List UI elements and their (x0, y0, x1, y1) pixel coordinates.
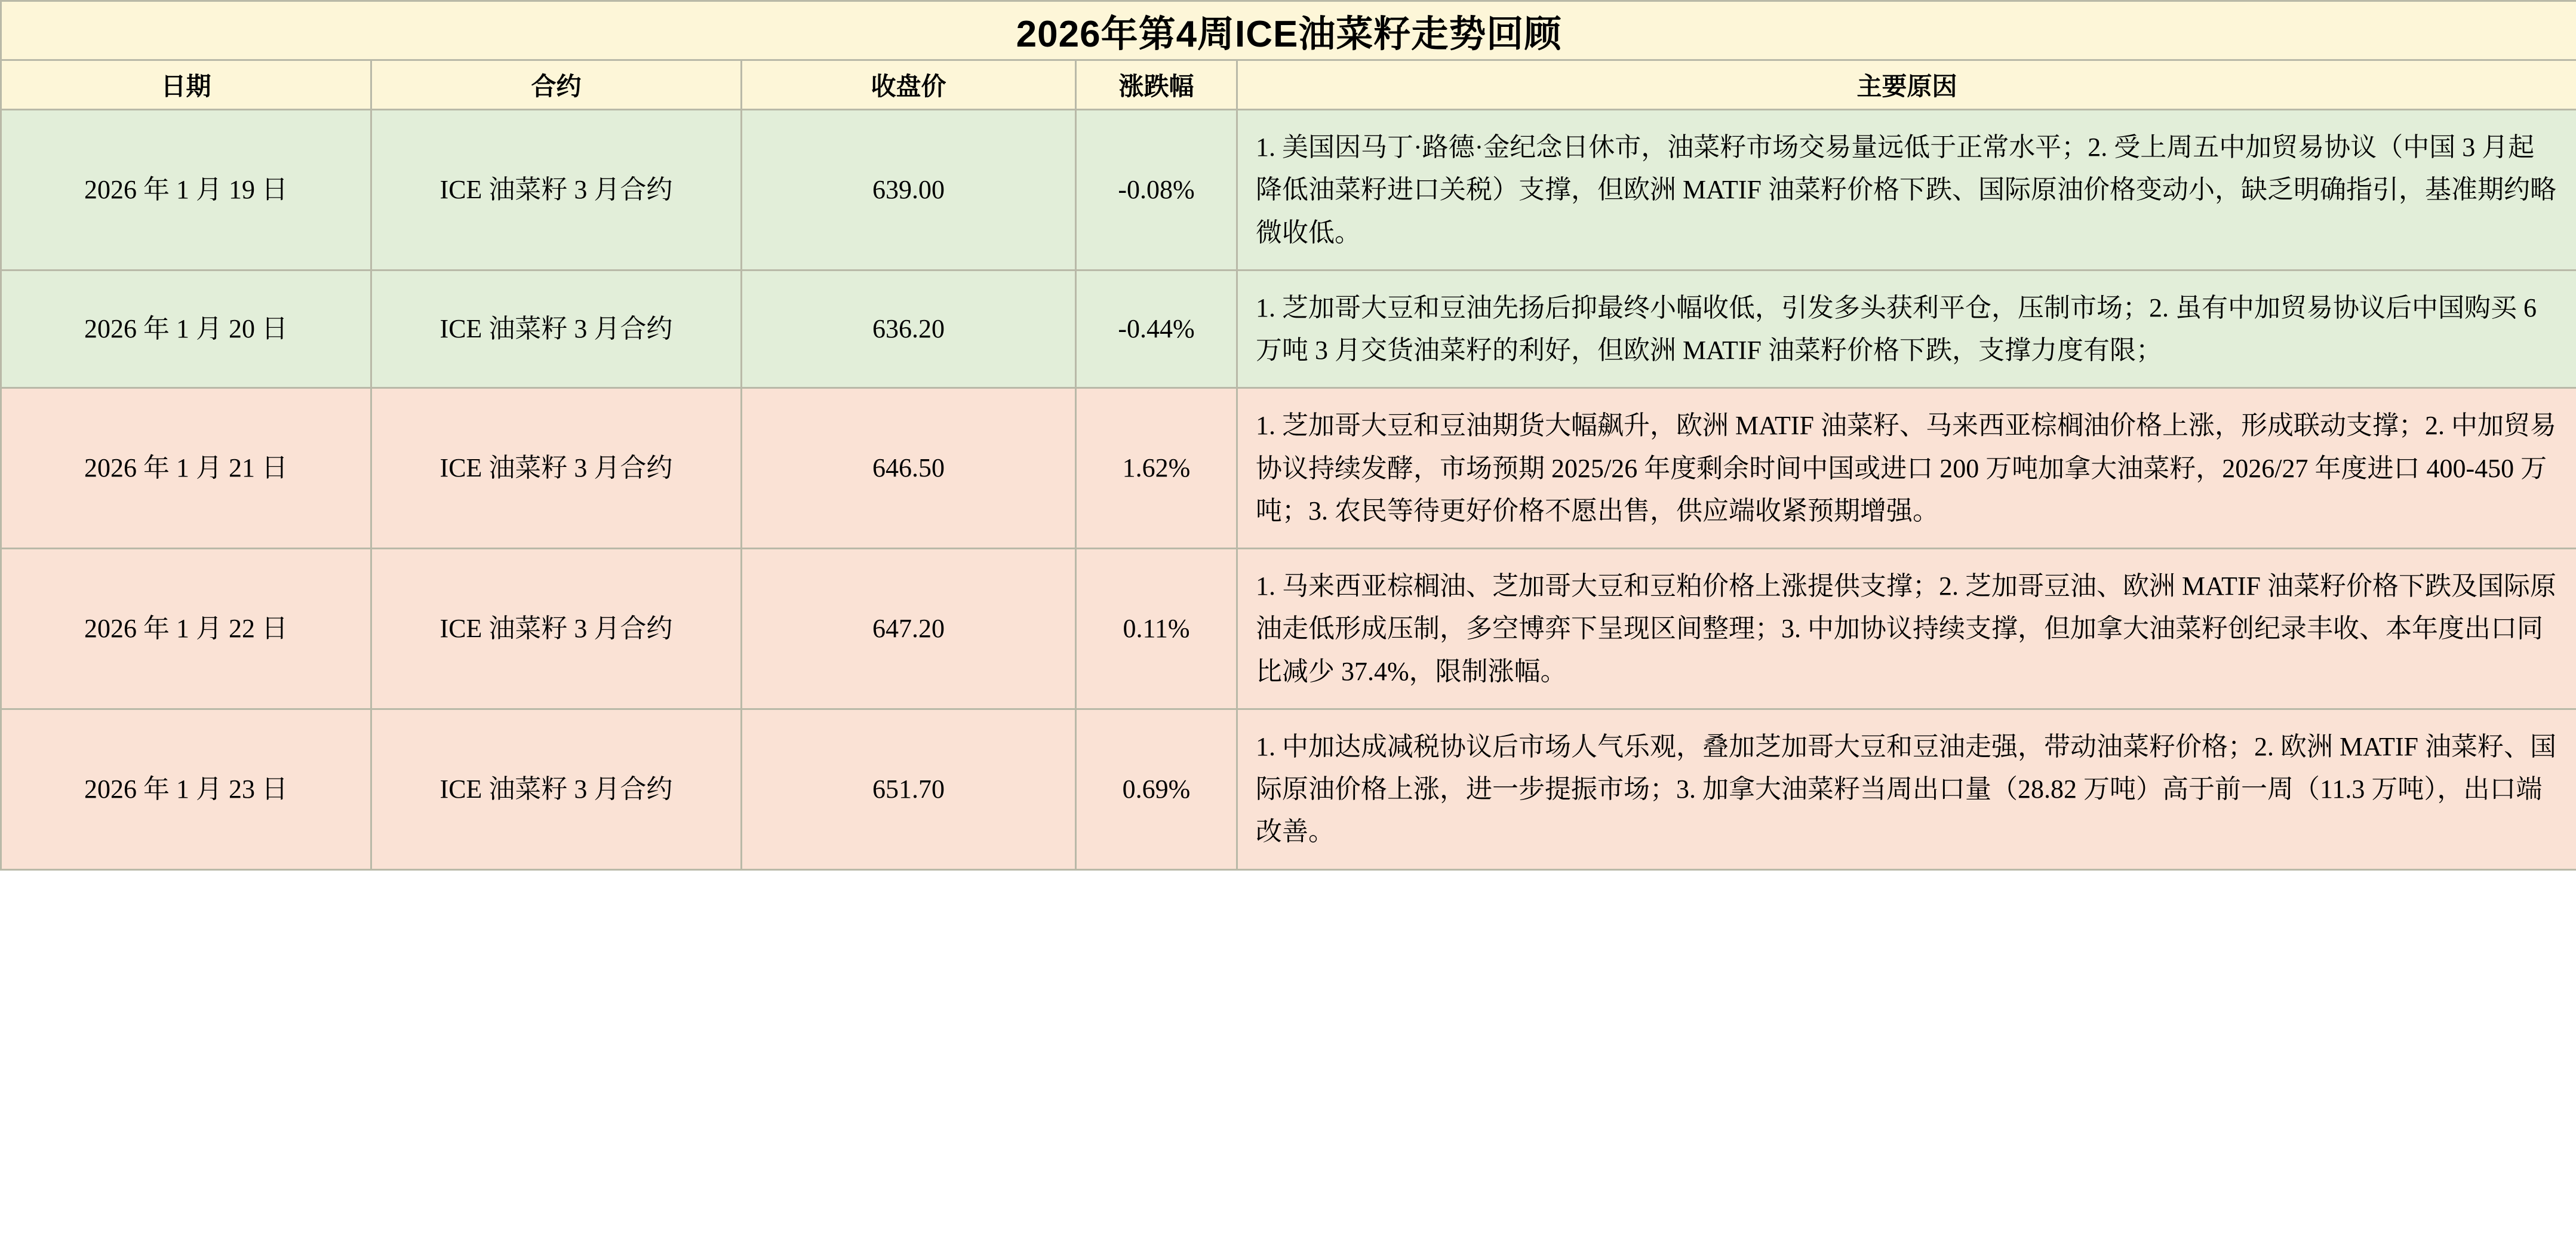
cell-main-reason: 1. 中加达成减税协议后市场人气乐观，叠加芝加哥大豆和豆油走强，带动油菜籽价格；2. 欧洲 MATIF 油菜籽、国际原油价格上涨，进一步提振市场；3. 加拿大油菜籽当周出口量（28.82 万吨）高于前一周（11.3 万吨），出口端改善。 (1237, 709, 2576, 869)
cell-main-reason: 1. 芝加哥大豆和豆油期货大幅飙升，欧洲 MATIF 油菜籽、马来西亚棕榈油价格上涨，形成联动支撑；2. 中加贸易协议持续发酵，市场预期 2025/26 年度剩余时间中国或进口 200 万吨加拿大油菜籽，2026/27 年度进口 400-450 万吨；3. 农民等待更好价格不愿出售，供应端收紧预期增强。 (1237, 388, 2576, 549)
cell-contract: ICE 油菜籽 3 月合约 (371, 270, 742, 388)
cell-contract: ICE 油菜籽 3 月合约 (371, 388, 742, 549)
column-header-reason: 主要原因 (1237, 60, 2576, 110)
cell-change-percent: -0.08% (1076, 110, 1237, 270)
header-row (1, 60, 2576, 110)
table-row (1, 709, 2576, 869)
cell-close-price: 651.70 (742, 709, 1076, 869)
column-header-close: 收盘价 (742, 60, 1076, 110)
cell-date: 2026 年 1 月 21 日 (1, 388, 371, 549)
cell-close-price: 636.20 (742, 270, 1076, 388)
cell-contract: ICE 油菜籽 3 月合约 (371, 709, 742, 869)
table-row (1, 110, 2576, 270)
cell-close-price: 646.50 (742, 388, 1076, 549)
cell-main-reason: 1. 美国因马丁·路德·金纪念日休市，油菜籽市场交易量远低于正常水平；2. 受上周五中加贸易协议（中国 3 月起降低油菜籽进口关税）支撑，但欧洲 MATIF 油菜籽价格下跌、国际原油价格变动小，缺乏明确指引，基准期约略微收低。 (1237, 110, 2576, 270)
cell-change-percent: 0.69% (1076, 709, 1237, 869)
table-row (1, 388, 2576, 549)
cell-contract: ICE 油菜籽 3 月合约 (371, 110, 742, 270)
title-row (1, 1, 2576, 60)
cell-main-reason: 1. 马来西亚棕榈油、芝加哥大豆和豆粕价格上涨提供支撑；2. 芝加哥豆油、欧洲 MATIF 油菜籽价格下跌及国际原油走低形成压制，多空博弈下呈现区间整理；3. 中加协议持续支撑，但加拿大油菜籽创纪录丰收、本年度出口同比减少 37.4%，限制涨幅。 (1237, 549, 2576, 709)
cell-close-price: 639.00 (742, 110, 1076, 270)
column-header-date: 日期 (1, 60, 371, 110)
cell-main-reason: 1. 芝加哥大豆和豆油先扬后抑最终小幅收低，引发多头获利平仓，压制市场；2. 虽有中加贸易协议后中国购买 6 万吨 3 月交货油菜籽的利好，但欧洲 MATIF 油菜籽价格下跌，支撑力度有限； (1237, 270, 2576, 388)
cell-date: 2026 年 1 月 23 日 (1, 709, 371, 869)
cell-date: 2026 年 1 月 22 日 (1, 549, 371, 709)
table-row (1, 549, 2576, 709)
page-title: 2026年第4周ICE油菜籽走势回顾 (1, 1, 2576, 60)
cell-date: 2026 年 1 月 20 日 (1, 270, 371, 388)
cell-change-percent: 0.11% (1076, 549, 1237, 709)
cell-close-price: 647.20 (742, 549, 1076, 709)
column-header-contract: 合约 (371, 60, 742, 110)
cell-date: 2026 年 1 月 19 日 (1, 110, 371, 270)
cell-change-percent: 1.62% (1076, 388, 1237, 549)
cell-change-percent: -0.44% (1076, 270, 1237, 388)
table-row (1, 270, 2576, 388)
column-header-change: 涨跌幅 (1076, 60, 1237, 110)
cell-contract: ICE 油菜籽 3 月合约 (371, 549, 742, 709)
